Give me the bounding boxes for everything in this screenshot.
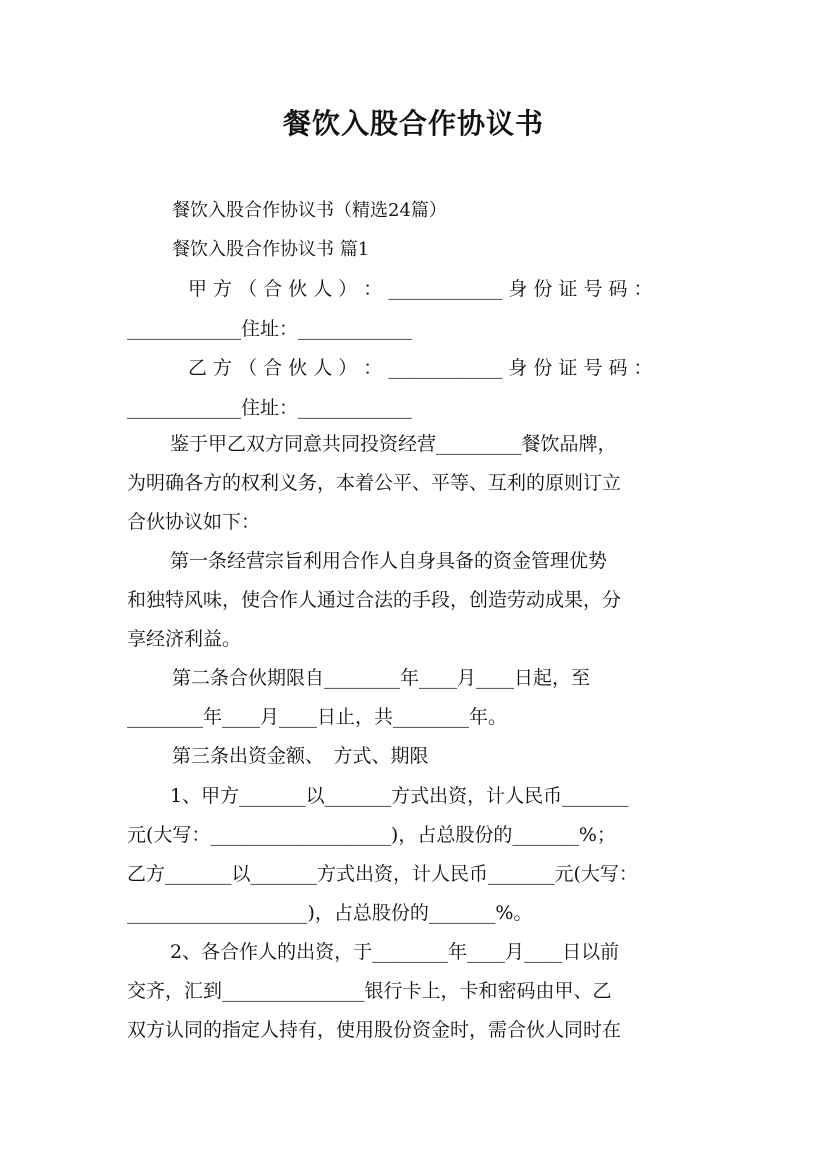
party-b-line: 乙 方 （ 合 伙 人 ） ： ____________ 身 份 证 号 码 ： [188, 357, 653, 379]
article-3-clause-2-line-1: 2、各合作人的出资，于________年____月____日以前 [170, 941, 620, 963]
document-title: 餐饮入股合作协议书 [282, 107, 544, 140]
party-a-address-line: ____________住址：____________ [127, 318, 413, 340]
article-3-line-2: 元(大写：___________________)，占总股份的_______%； [127, 824, 616, 846]
article-3-clause-2-line-3: 双方认同的指定人持有，使用股份资金时，需合伙人同时在 [127, 1019, 622, 1041]
section-title: 餐饮入股合作协议书 篇1 [172, 239, 370, 260]
article-2-line-1: 第二条合伙期限自________年____月____日起，至 [172, 667, 591, 689]
article-3-heading: 第三条出资金额、 方式、期限 [172, 745, 429, 767]
article-3-line-1: 1、甲方_______以_______方式出资，计人民币_______ [170, 785, 629, 807]
article-3-line-3: 乙方_______以_______方式出资，计人民币_______元(大写： [127, 863, 638, 885]
article-2-line-2: ________年____月____日止，共________年。 [127, 706, 508, 728]
subtitle: 餐饮入股合作协议书（精选24篇） [172, 200, 447, 221]
article-1-line-2: 和独特风味，使合作人通过合法的手段，创造劳动成果，分 [127, 589, 622, 611]
party-a-line: 甲 方 （ 合 伙 人 ） ： ____________ 身 份 证 号 码 ： [188, 278, 653, 300]
article-3-line-4: ___________________)，占总股份的_______%。 [127, 902, 533, 924]
party-b-address-line: ____________住址：____________ [127, 397, 413, 419]
preamble-line-3: 合伙协议如下： [127, 511, 261, 533]
preamble-line-2: 为明确各方的权利义务，本着公平、平等、互利的原则订立 [127, 472, 622, 494]
preamble-line-1: 鉴于甲乙双方同意共同投资经营_________餐饮品牌， [170, 433, 617, 455]
article-1-line-1: 第一条经营宗旨利用合作人自身具备的资金管理优势 [170, 550, 608, 572]
article-1-line-3: 享经济利益。 [127, 628, 242, 650]
article-3-clause-2-line-2: 交齐，汇到_______________银行卡上，卡和密码由甲、乙 [127, 980, 612, 1002]
